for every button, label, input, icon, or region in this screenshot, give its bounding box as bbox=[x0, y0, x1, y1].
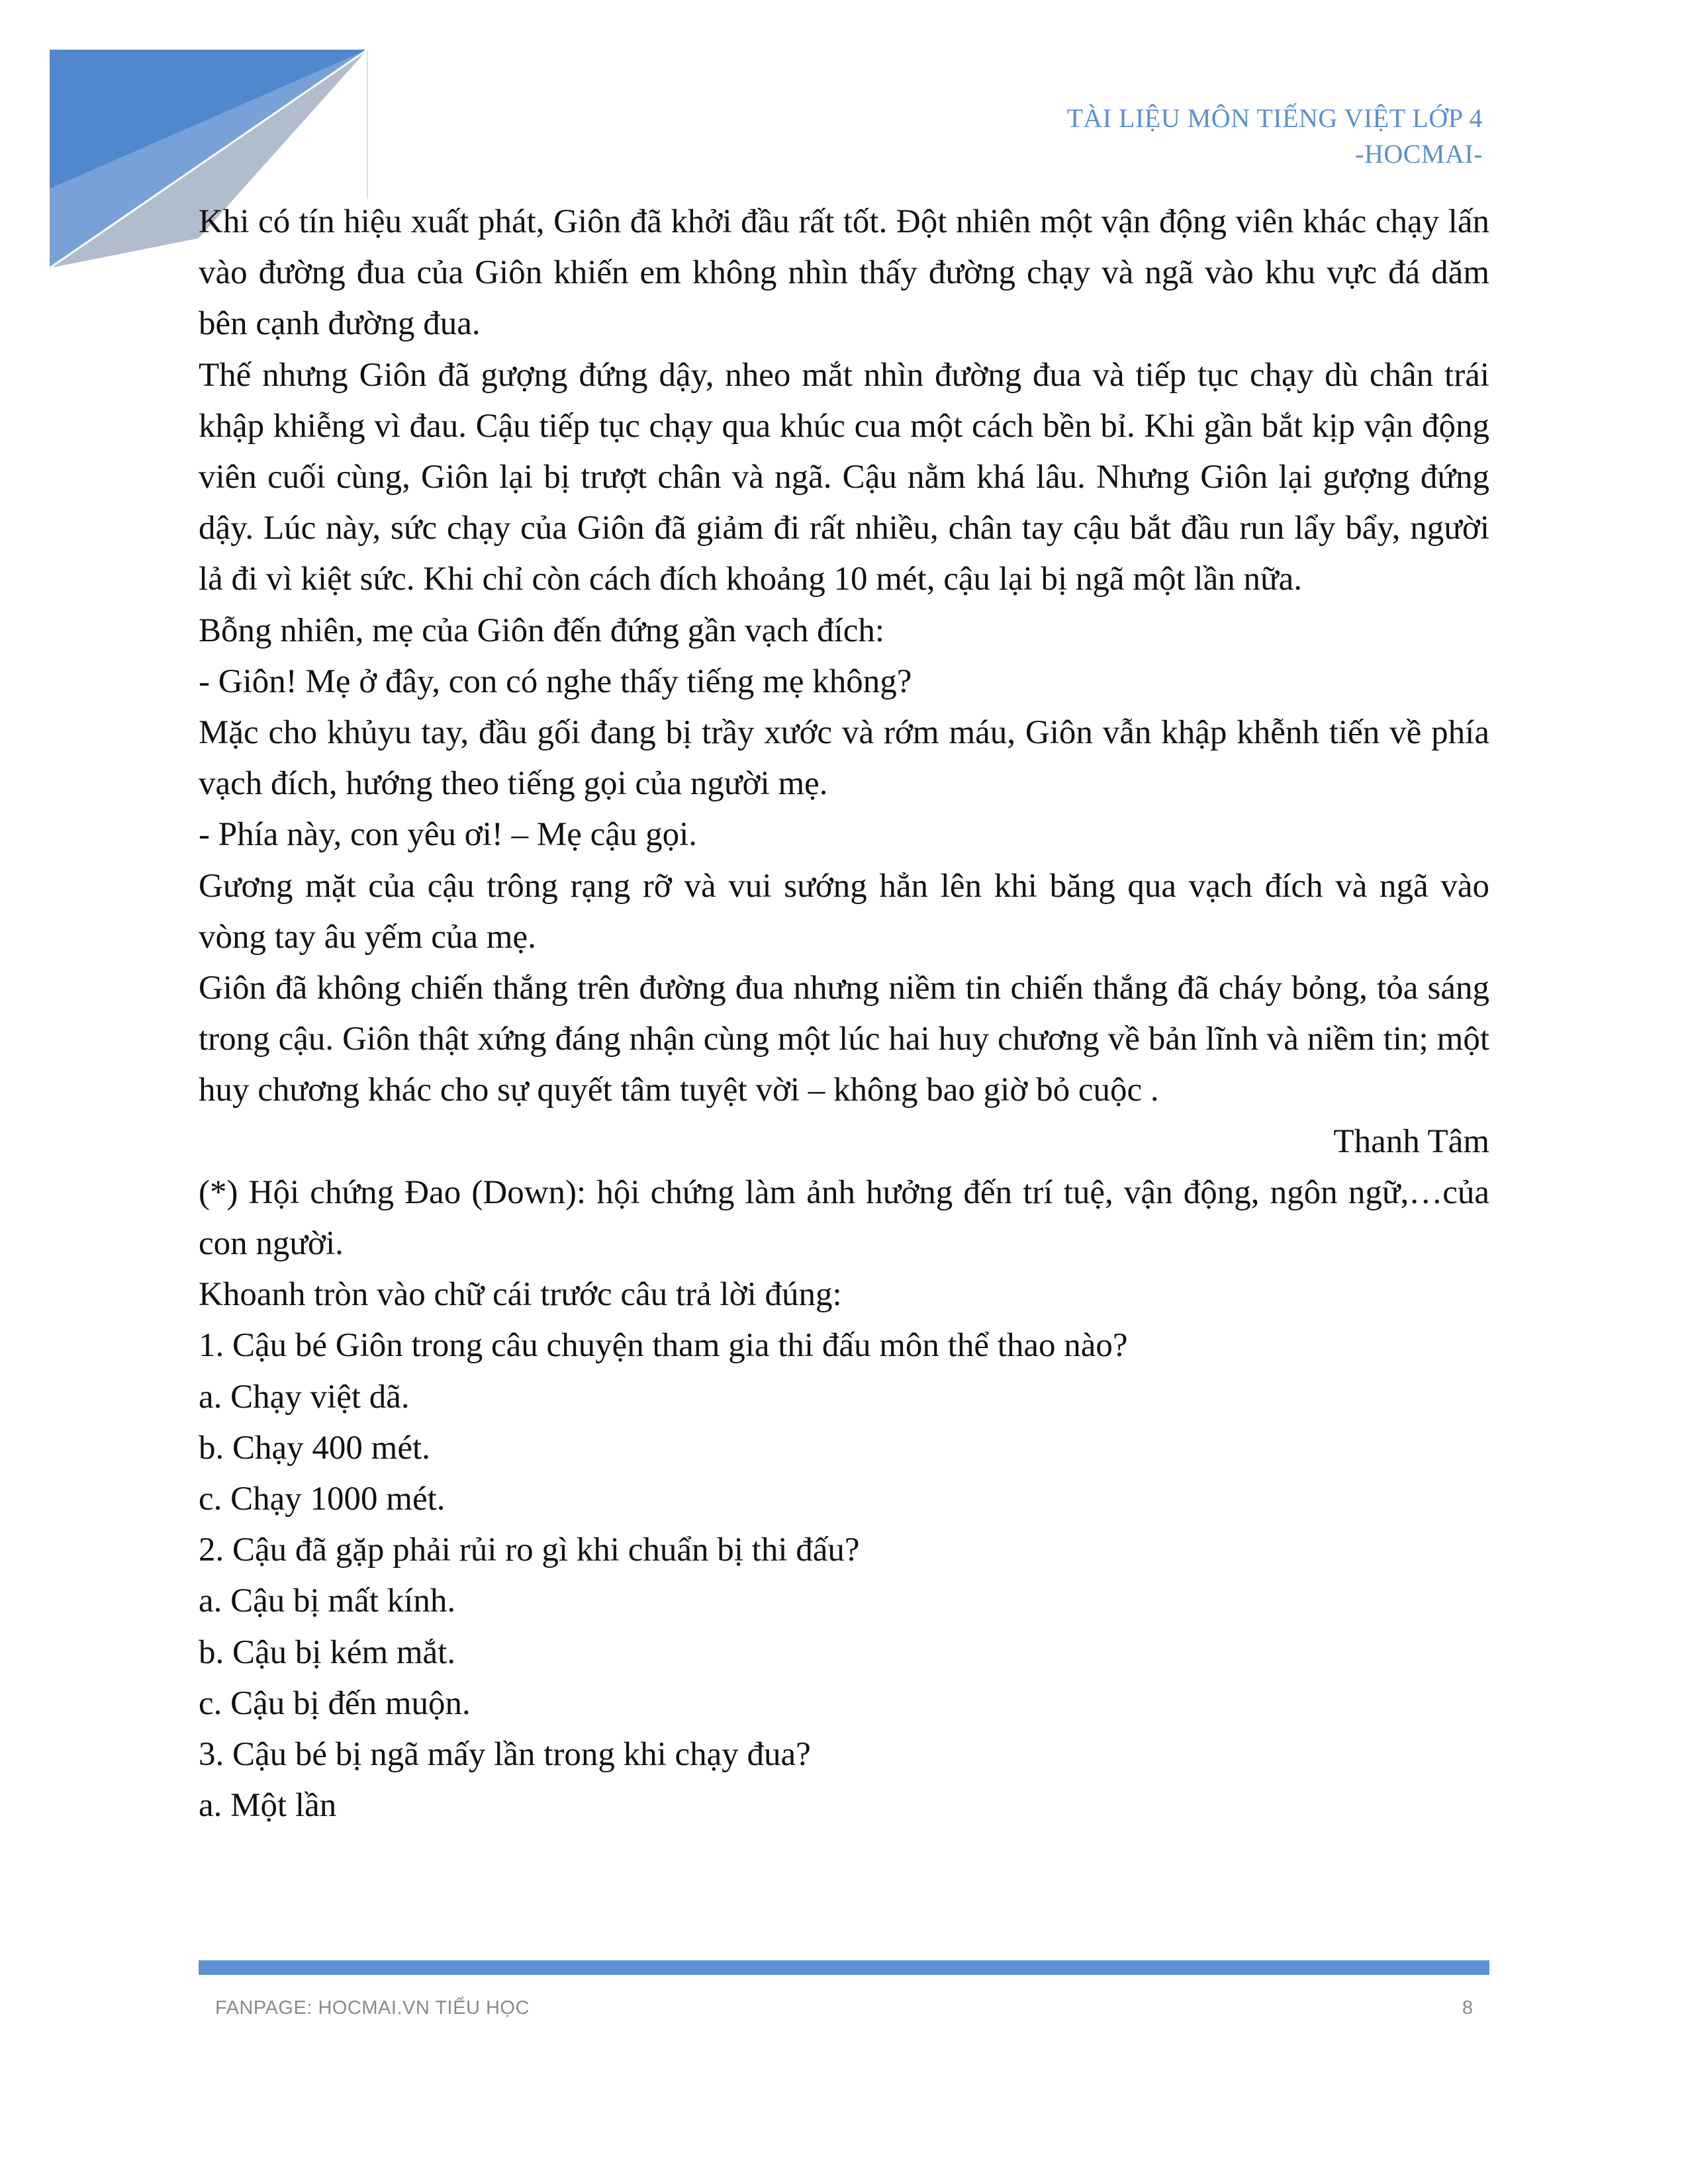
footer-fanpage: FANPAGE: HOCMAI.VN TIỂU HỌC bbox=[215, 1997, 530, 2019]
story-paragraph: Mặc cho khủyu tay, đầu gối đang bị trầy xước và rớm máu, Giôn vẫn khập khễnh tiến về phía vạch đích, hướng theo tiếng gọi của người mẹ. bbox=[199, 714, 1489, 803]
answer-option: b. Chạy 400 mét. bbox=[199, 1429, 430, 1467]
answer-option: a. Chạy việt dã. bbox=[199, 1378, 410, 1416]
answer-option: a. Một lần bbox=[199, 1787, 337, 1825]
exercise-instruction: Khoanh tròn vào chữ cái trước câu trả lời đúng: bbox=[199, 1276, 842, 1314]
answer-option: c. Chạy 1000 mét. bbox=[199, 1480, 445, 1518]
question-text: 1. Cậu bé Giôn trong câu chuyện tham gia thi đấu môn thể thao nào? bbox=[199, 1327, 1128, 1365]
answer-option: b. Cậu bị kém mắt. bbox=[199, 1633, 456, 1671]
footer-divider-bar bbox=[199, 1960, 1489, 1975]
story-paragraph: Khi có tín hiệu xuất phát, Giôn đã khởi đầu rất tốt. Đột nhiên một vận động viên khác chạy lấn vào đường đua của Giôn khiến em không nhìn thấy đường chạy và ngã vào khu vực đá dăm bên cạnh đường đua. bbox=[199, 203, 1489, 343]
answer-option: c. Cậu bị đến muộn. bbox=[199, 1684, 471, 1722]
dialogue-line: - Giôn! Mẹ ở đây, con có nghe thấy tiếng mẹ không? bbox=[199, 662, 912, 700]
header-subtitle: -HOCMAI- bbox=[1355, 139, 1483, 169]
answer-option: a. Cậu bị mất kính. bbox=[199, 1582, 456, 1620]
story-paragraph: Thế nhưng Giôn đã gượng đứng dậy, nheo mắt nhìn đường đua và tiếp tục chạy dù chân trái khập khiễng vì đau. Cậu tiếp tục chạy qua khúc cua một cách bền bỉ. Khi gần bắt kịp vận động viên cuối cùng, Giôn lại bị trượt chân và ngã. Cậu nằm khá lâu. Nhưng Giôn lại gượng đứng dậy. Lúc này, sức chạy của Giôn đã giảm đi rất nhiều, chân tay cậu bắt đầu run lẩy bẩy, người lả đi vì kiệt sức. Khi chỉ còn cách đích khoảng 10 mét, cậu lại bị ngã một lần nữa. bbox=[199, 356, 1489, 598]
story-author: Thanh Tâm bbox=[1333, 1122, 1489, 1160]
footnote: (*) Hội chứng Đao (Down): hội chứng làm ảnh hưởng đến trí tuệ, vận động, ngôn ngữ,…của con người. bbox=[199, 1173, 1489, 1263]
dialogue-line: - Phía này, con yêu ơi! – Mẹ cậu gọi. bbox=[199, 816, 698, 854]
document-body bbox=[199, 197, 1489, 1832]
story-paragraph: Gương mặt của cậu trông rạng rỡ và vui sướng hẳn lên khi băng qua vạch đích và ngã vào vòng tay âu yếm của mẹ. bbox=[199, 867, 1489, 956]
question-text: 3. Cậu bé bị ngã mấy lần trong khi chạy đua? bbox=[199, 1736, 811, 1774]
story-paragraph: Giôn đã không chiến thắng trên đường đua nhưng niềm tin chiến thắng đã cháy bỏng, tỏa sáng trong cậu. Giôn thật xứng đáng nhận cùng một lúc hai huy chương về bản lĩnh và niềm tin; một huy chương khác cho sự quyết tâm tuyệt vời – không bao giờ bỏ cuộc . bbox=[199, 970, 1489, 1109]
page-number: 8 bbox=[1462, 1997, 1473, 2019]
story-paragraph: Bỗng nhiên, mẹ của Giôn đến đứng gần vạch đích: bbox=[199, 612, 885, 649]
question-text: 2. Cậu đã gặp phải rủi ro gì khi chuẩn bị thi đấu? bbox=[199, 1531, 860, 1569]
header-title: TÀI LIỆU MÔN TIẾNG VIỆT LỚP 4 bbox=[1066, 103, 1483, 133]
document-header bbox=[1066, 101, 1483, 172]
